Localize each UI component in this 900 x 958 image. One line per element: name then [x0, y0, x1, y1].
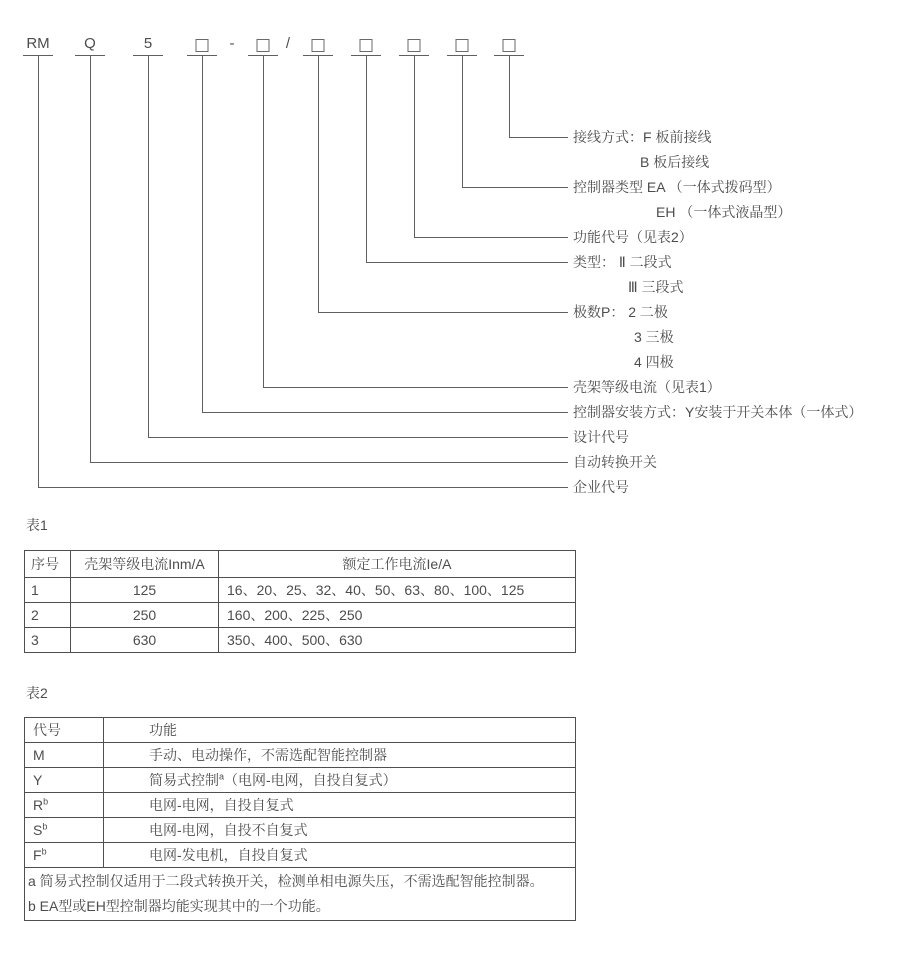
table2-cell-code	[25, 818, 104, 843]
table-row	[25, 768, 576, 793]
table1-header-index: 序号	[25, 551, 71, 578]
table2-footnote-row	[25, 868, 576, 921]
table-row	[25, 743, 576, 768]
table1-cell: 16、20、25、32、40、50、63、80、100、125	[219, 578, 576, 603]
connector-line	[263, 56, 264, 387]
label-controller-mounting: 控制器安装方式：Y安装于开关本体（一体式）	[573, 404, 863, 420]
connector-line	[318, 56, 319, 312]
func-text: 电网-电网，自投不自复式	[149, 822, 308, 838]
label-company-code: 企业代号	[573, 479, 629, 495]
table1	[24, 550, 576, 653]
table2-header-row	[25, 718, 576, 743]
table1-header-row	[25, 551, 576, 578]
code-placeholder-box	[503, 39, 516, 52]
footnote-a: a 简易式控制仅适用于二段式转换开关，检测单相电源失压，不需选配智能控制器。	[28, 873, 544, 889]
connector-line	[202, 56, 203, 412]
label-poles-4: 4 四极	[634, 354, 674, 370]
label-controller-type-eh: EH （一体式液晶型）	[656, 204, 792, 220]
label-poles-3: 3 三极	[634, 329, 674, 345]
connector-line	[148, 437, 568, 438]
table1-cell: 160、200、225、250	[219, 603, 576, 628]
code-value: S	[33, 822, 43, 838]
connector-line	[509, 137, 568, 138]
code-segment-design: 5	[143, 35, 153, 52]
table1-cell: 125	[71, 578, 219, 603]
table2-cell-func	[104, 743, 576, 768]
table1-title: 表1	[26, 517, 48, 533]
table2-cell-func	[104, 768, 576, 793]
code-value: F	[33, 847, 42, 863]
connector-line	[202, 412, 568, 413]
table2-cell-code	[25, 793, 104, 818]
connector-line	[366, 56, 367, 262]
code-placeholder-box	[257, 39, 270, 52]
func-text: 电网-发电机，自投自复式	[149, 847, 308, 863]
code-superscript: b	[43, 796, 49, 807]
func-superscript: a	[219, 771, 225, 782]
code-value: R	[33, 797, 44, 813]
table2-footnotes-cell	[25, 868, 576, 921]
code-value: Y	[33, 772, 43, 788]
code-placeholder-box	[408, 39, 421, 52]
table2-cell-func	[104, 843, 576, 868]
connector-line	[462, 187, 568, 188]
connector-line	[462, 56, 463, 187]
connector-line	[148, 56, 149, 437]
label-design-code: 设计代号	[573, 429, 629, 445]
table2	[24, 717, 576, 921]
table1-cell: 3	[25, 628, 71, 653]
code-separator-hyphen: -	[229, 35, 235, 52]
table2-cell-func	[104, 793, 576, 818]
table1-cell: 630	[71, 628, 219, 653]
label-wiring-mode: 接线方式：F 板前接线	[573, 129, 712, 145]
table1-header-rated: 额定工作电流Ie/A	[219, 551, 576, 578]
func-text: 简易式控制	[149, 772, 219, 788]
code-placeholder-box	[196, 39, 209, 52]
table2-title: 表2	[26, 685, 48, 701]
connector-line	[414, 56, 415, 237]
connector-line	[509, 56, 510, 137]
connector-line	[38, 56, 39, 487]
connector-line	[90, 462, 568, 463]
connector-line	[366, 262, 568, 263]
func-text: （电网-电网，自投自复式）	[224, 772, 397, 788]
connector-line	[263, 387, 568, 388]
code-superscript: b	[41, 846, 47, 857]
table2-header-func: 功能	[104, 718, 576, 743]
table-row	[25, 843, 576, 868]
label-ats: 自动转换开关	[573, 454, 657, 470]
table2-cell-func	[104, 818, 576, 843]
label-wiring-mode-b: B 板后接线	[640, 154, 710, 170]
table1-header-frame: 壳架等级电流Inm/A	[71, 551, 219, 578]
connector-line	[318, 312, 568, 313]
table-row	[25, 603, 576, 628]
table-row	[25, 628, 576, 653]
label-frame-current: 壳架等级电流（见表1）	[573, 379, 721, 395]
connector-line	[38, 487, 568, 488]
table-row	[25, 818, 576, 843]
code-segment-category: Q	[84, 35, 96, 52]
connector-line	[414, 237, 568, 238]
table1-cell: 2	[25, 603, 71, 628]
table2-header-code: 代号	[25, 718, 104, 743]
footnote-b: b EA型或EH型控制器均能实现其中的一个功能。	[28, 898, 330, 914]
code-segment-company: RM	[26, 35, 50, 52]
table2-cell-code	[25, 743, 104, 768]
table-row	[25, 578, 576, 603]
code-placeholder-box	[360, 39, 373, 52]
code-placeholder-box	[456, 39, 469, 52]
code-separator-slash: /	[285, 35, 291, 52]
table1-cell: 350、400、500、630	[219, 628, 576, 653]
table1-cell: 250	[71, 603, 219, 628]
table-row	[25, 793, 576, 818]
code-placeholder-box	[312, 39, 325, 52]
func-text: 电网-电网，自投自复式	[149, 797, 294, 813]
func-text: 手动、电动操作，不需选配智能控制器	[149, 747, 387, 763]
connector-line	[90, 56, 91, 462]
code-superscript: b	[42, 821, 48, 832]
label-controller-type: 控制器类型 EA （一体式拨码型）	[573, 179, 781, 195]
label-type-iii: Ⅲ 三段式	[628, 279, 684, 295]
label-type-ii: 类型： Ⅱ 二段式	[573, 254, 672, 270]
table2-cell-code	[25, 768, 104, 793]
label-poles-2: 极数P： 2 二极	[573, 304, 668, 320]
table2-cell-code	[25, 843, 104, 868]
table1-cell: 1	[25, 578, 71, 603]
label-function-code: 功能代号（见表2）	[573, 229, 693, 245]
code-value: M	[33, 747, 45, 763]
